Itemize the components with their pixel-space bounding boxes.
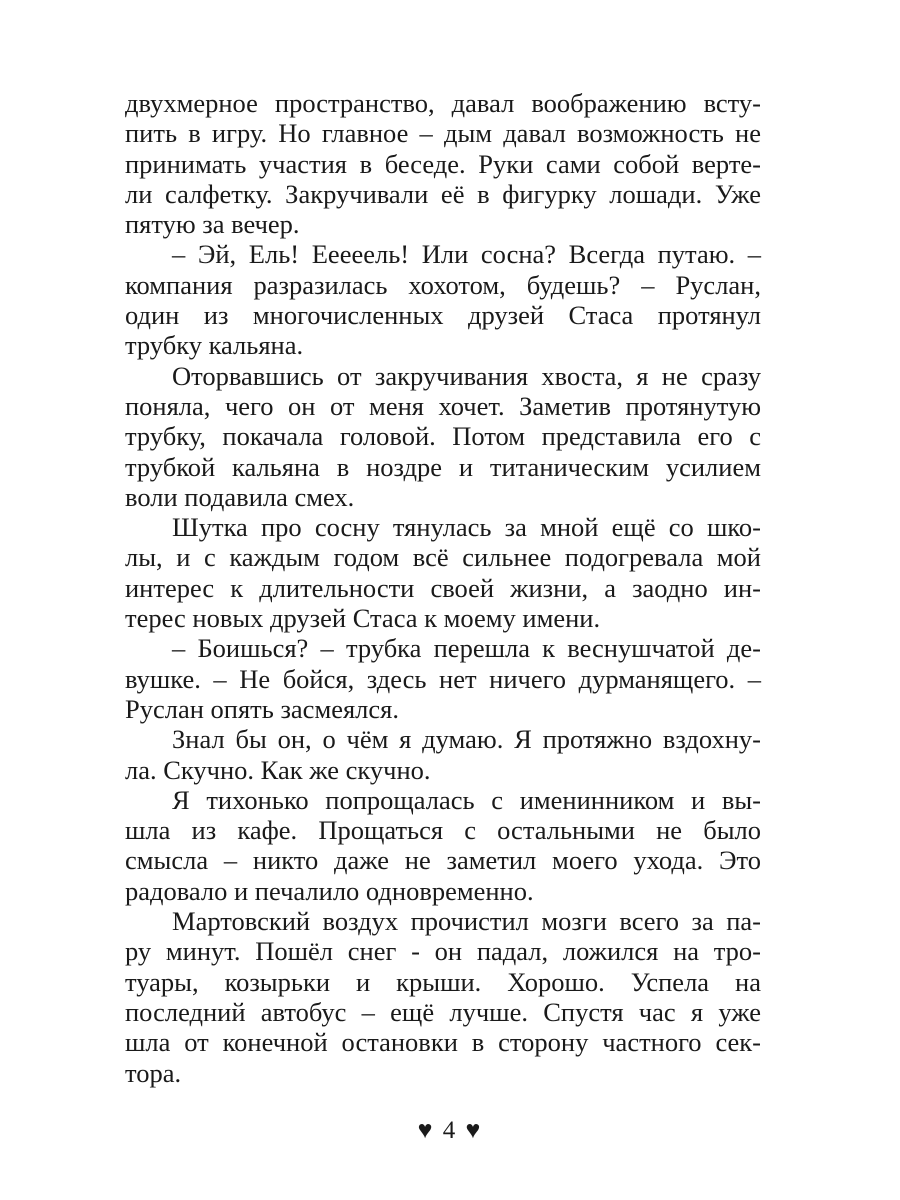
text-line: один из многочисленных друзей Стаса протянул	[125, 300, 761, 331]
book-page-body	[125, 88, 761, 1088]
text-line: смысла – никто даже не заметил моего ухода. Это	[125, 845, 761, 876]
text-line: шла из кафе. Прощаться с остальными не было	[125, 815, 761, 846]
paragraph-5	[125, 633, 761, 724]
text-line: воли подавила смех.	[125, 481, 355, 512]
text-line: ла. Скучно. Как же скучно.	[125, 754, 431, 785]
text-line: последний автобус – ещё лучше. Спустя час я уже	[125, 996, 761, 1027]
text-line: – Эй, Ель! Ееееель! Или сосна? Всегда путаю. –	[172, 239, 761, 270]
text-line: радовало и печалило одновременно.	[125, 875, 534, 906]
text-line: трубку, покачала головой. Потом представила его с	[125, 421, 761, 452]
text-line: пить в игру. Но главное – дым давал возможность не	[125, 118, 761, 149]
text-line: лы, и с каждым годом всё сильнее подогревала мой	[125, 542, 761, 573]
text-line: трубкой кальяна в ноздре и титаническим усилием	[125, 451, 761, 482]
paragraph-8	[125, 906, 761, 1088]
text-line: ли салфетку. Закручивали её в фигурку лошади. Уже	[125, 178, 761, 209]
text-line: Оторвавшись от закручивания хвоста, я не сразу	[172, 360, 761, 391]
text-line: Знал бы он, о чём я думаю. Я протяжно вздохну-	[172, 724, 761, 755]
text-line: принимать участия в беседе. Руки сами собой верте-	[125, 148, 761, 179]
text-line: трубку кальяна.	[125, 330, 304, 361]
text-line: терес новых друзей Стаса к моему имени.	[125, 603, 601, 634]
text-line: вушке. – Не бойся, здесь нет ничего дурманящего. –	[125, 663, 761, 694]
text-line: интерес к длительности своей жизни, а заодно ин-	[125, 572, 761, 603]
paragraph-3	[125, 361, 761, 512]
page-number-footer: ♥ 4 ♥	[417, 1117, 483, 1144]
text-line: Мартовский воздух прочистил мозги всего за па-	[172, 906, 761, 937]
paragraph-6	[125, 724, 761, 785]
text-line: Шутка про сосну тянулась за мной ещё со шко-	[172, 512, 761, 543]
text-line: компания разразилась хохотом, будешь? – Руслан,	[125, 269, 761, 300]
text-line: туары, козырьки и крыши. Хорошо. Успела на	[125, 966, 761, 997]
text-line: – Боишься? – трубка перешла к веснушчатой де-	[172, 633, 761, 664]
paragraph-2	[125, 239, 761, 360]
text-line: пятую за вечер.	[125, 209, 300, 240]
text-line: Руслан опять засмеялся.	[125, 693, 399, 724]
text-line: двухмерное пространство, давал воображению всту-	[125, 88, 761, 118]
paragraph-7	[125, 785, 761, 906]
text-line: поняла, чего он от меня хочет. Заметив протянутую	[125, 390, 761, 421]
text-line: ру минут. Пошёл снег - он падал, ложился на тро-	[125, 936, 761, 967]
text-line: Я тихонько попрощалась с именинником и вы-	[172, 784, 761, 815]
paragraph-1	[125, 88, 761, 239]
paragraph-4	[125, 512, 761, 633]
text-line: тора.	[125, 1057, 182, 1088]
text-line: шла от конечной остановки в сторону частного сек-	[125, 1027, 761, 1058]
